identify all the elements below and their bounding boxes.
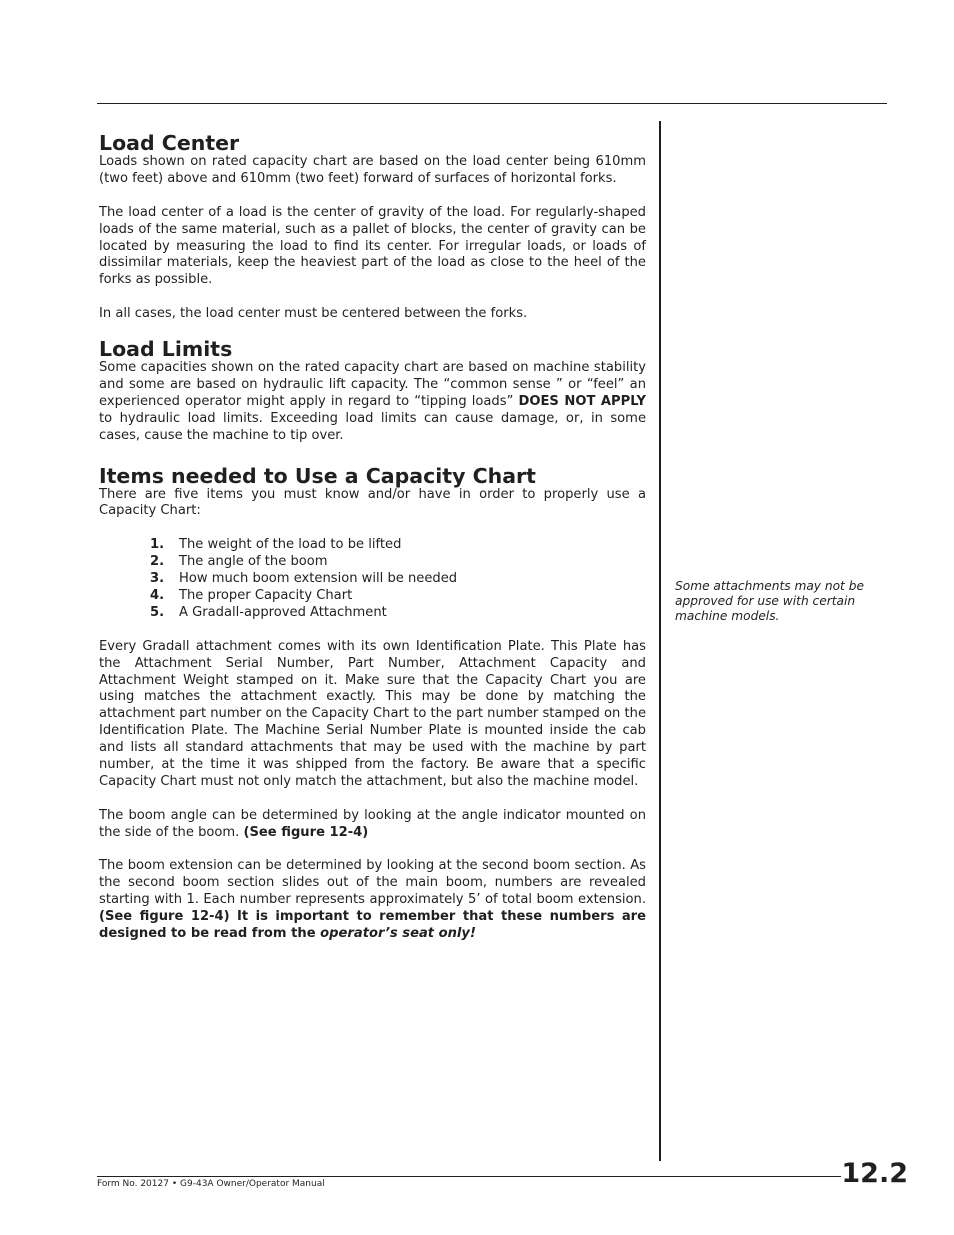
heading-load-limits: Load Limits (99, 337, 233, 362)
page-number: 12.2 (841, 1158, 908, 1189)
list-item: 5. A Gradall-approved Attachment (150, 604, 387, 620)
load-center-paragraph-1: Loads shown on rated capacity chart are based on the load center being 610mm (two feet) above and 610mm (two feet) forward of surfaces of horizontal forks. (99, 154, 646, 186)
load-center-paragraph-2: The load center of a load is the center of gravity of the load. For regularly-shaped loads of the same material, such as a pallet of blocks, the center of gravity can be located by measuring the load to find its center. For irregular loads, or loads of dissimilar materials, keep the heaviest part of the load as close to the heel of the forks as possible. (99, 204, 646, 288)
load-limits-paragraph: Some capacities shown on the rated capacity chart are based on machine stability and some are based on hydraulic lift capacity. The “common sense ” or “feel” an experienced operator might apply in regard to “tipping loads” DOES NOT APPLY to hydraulic load limits. Exceeding load limits can cause damage, or, in some cases, cause the machine to tip over. (99, 360, 647, 443)
extension-warning: (See figure 12-4) It is important to remember that these numbers are designed to be read from the (99, 909, 646, 942)
list-item: 3. How much boom extension will be needed (150, 571, 458, 587)
section-load-center (99, 132, 646, 323)
footer-bullet: • (171, 1179, 178, 1189)
form-number: Form No. 20127 (97, 1179, 169, 1189)
list-item: 2. The angle of the boom (150, 554, 328, 570)
items-list (99, 537, 646, 622)
heading-items-needed: Items needed to Use a Capacity Chart (99, 463, 536, 488)
does-not-apply-emphasis: DOES NOT APPLY (518, 393, 647, 409)
header-rule (97, 103, 887, 104)
manual-title: G9-43A Owner/Operator Manual (180, 1179, 325, 1189)
figure-reference: (See figure 12-4) (243, 824, 369, 840)
list-item: 4. The proper Capacity Chart (150, 587, 353, 603)
boom-angle-paragraph: The boom angle can be determined by looking at the angle indicator mounted on the side of the boom. (See figure 12-4) (99, 807, 646, 840)
operators-seat-emphasis: operator’s seat only! (320, 926, 476, 942)
column-divider (659, 121, 661, 1161)
section-items-needed (99, 465, 646, 943)
side-note: Some attachments may not be approved for use with certain machine models. (675, 579, 864, 623)
heading-load-center: Load Center (99, 131, 240, 155)
items-intro-paragraph: There are five items you must know and/or have in order to properly use a Capacity Chart: (99, 486, 646, 519)
list-item: 1. The weight of the load to be lifted (150, 537, 402, 553)
section-load-limits (99, 338, 646, 445)
boom-extension-paragraph: The boom extension can be determined by looking at the second boom section. As the second boom section slides out of the main boom, numbers are revealed starting with 1. Each number represents approximately 5’ of total boom extension. (See figure 12-4) It is important to remember that these numbers are designed to be read from the operator’s seat only! (99, 858, 646, 942)
footer (97, 1179, 325, 1190)
main-column (99, 132, 646, 943)
load-center-paragraph-3: In all cases, the load center must be centered between the forks. (99, 306, 528, 322)
attachment-paragraph: Every Gradall attachment comes with its own Identification Plate. This Plate has the Attachment Serial Number, Part Number, Attachment Capacity and Attachment Weight stamped on it. Make sure that the Capacity Chart you are using matches the attachment exactly. This may be done by matching the attachment part number on the Capacity Chart to the part number stamped on the Identification Plate. The Machine Serial Number Plate is mounted inside the cab and lists all standard attachments that may be used with the machine by part number, at the time it was shipped from the factory. Be aware that a specific Capacity Chart must not only match the attachment, but also the machine model. (99, 638, 646, 789)
footer-rule (97, 1176, 841, 1177)
